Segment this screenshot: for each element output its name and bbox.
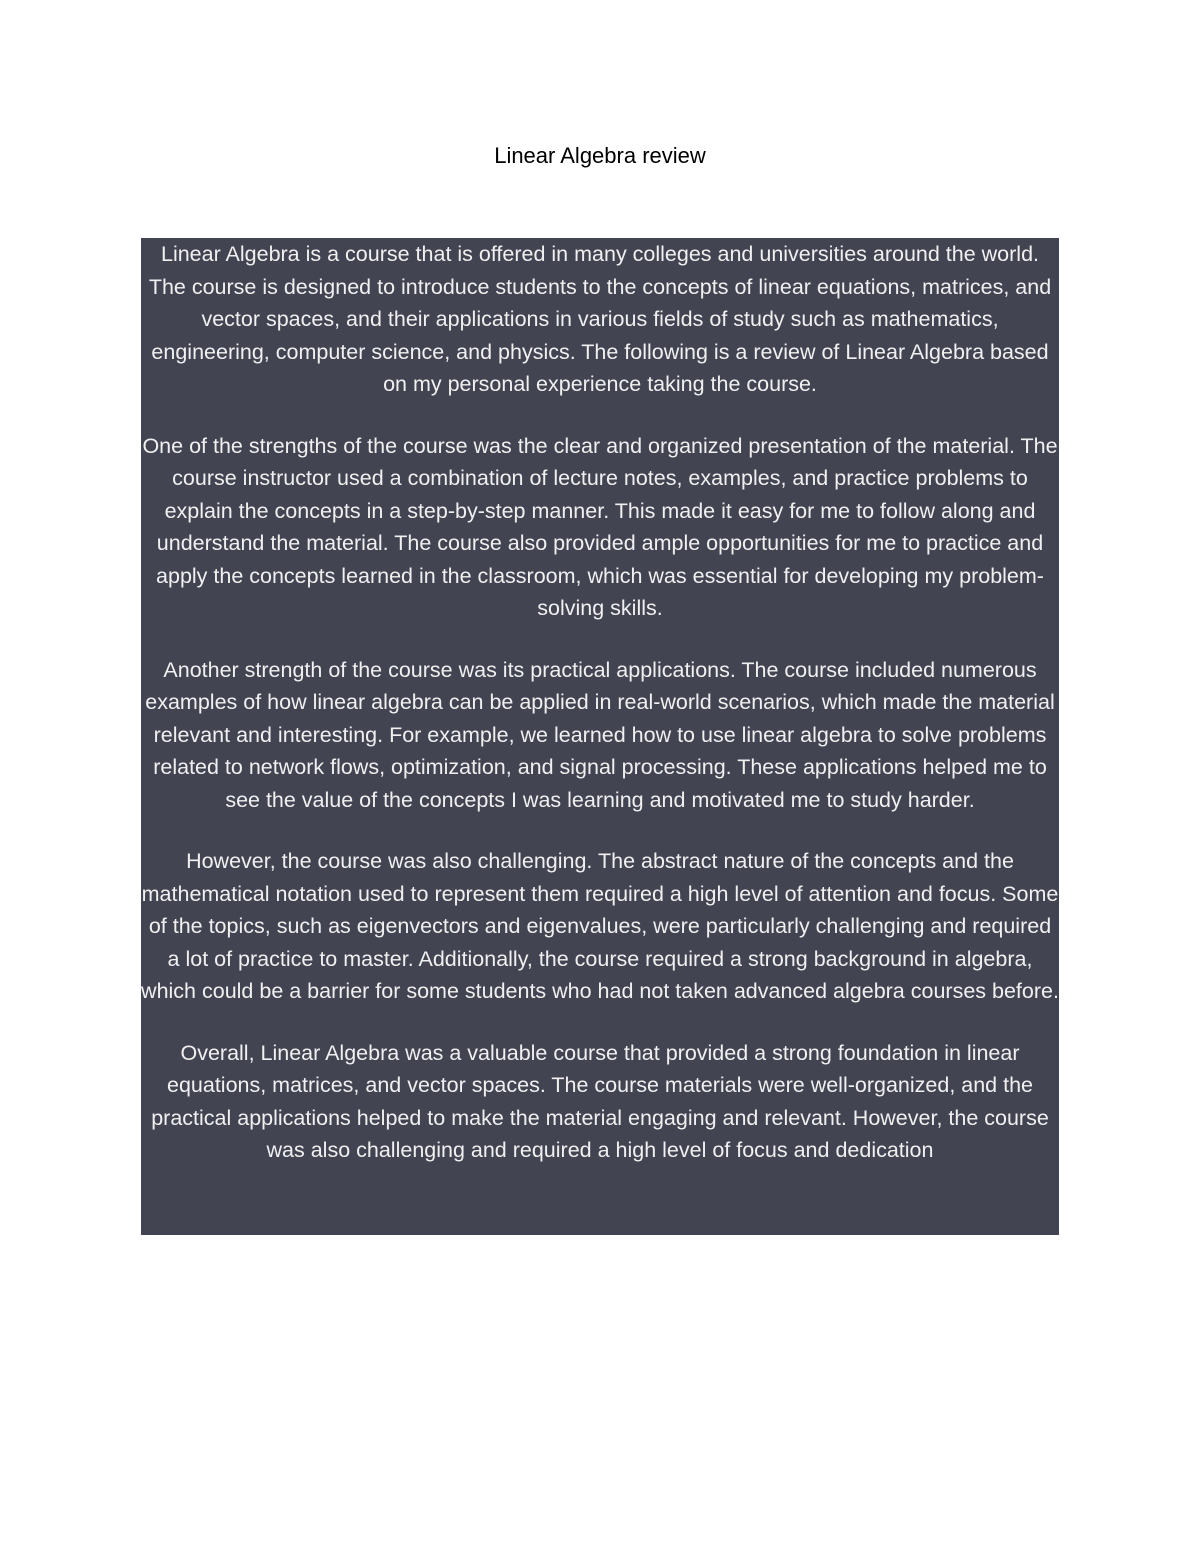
paragraph-strengths-presentation: One of the strengths of the course was the clear and organized presentation of the material. The course instructor used a combination of lecture notes, examples, and practice problems to explain the concepts in a step-by-step manner. This made it easy for me to follow along and understand the material. The course also provided ample opportunities for me to practice and apply the concepts learned in the classroom, which was essential for developing my problem-solving skills. — [142, 433, 1058, 620]
paragraph-introduction: Linear Algebra is a course that is offered in many colleges and universities around the world. The course is designed to introduce students to the concepts of linear equations, matrices, and vector spaces, and their applications in various fields of study such as mathematics, engineering, computer science, and physics. The following is a review of Linear Algebra based on my personal experience taking the course. — [148, 242, 1052, 396]
review-text-block — [141, 238, 1059, 1235]
paragraph-conclusion: Overall, Linear Algebra was a valuable course that provided a strong foundation in linear equations, matrices, and vector spaces. The course materials were well-organized, and the practical applications helped to make the material engaging and relevant. However, the course was also challenging and required a high level of focus and dedication — [151, 1040, 1049, 1162]
paragraph-challenges: However, the course was also challenging. The abstract nature of the concepts and the mathematical notation used to represent them required a high level of attention and focus. Some of the topics, such as eigenvectors and eigenvalues, were particularly challenging and required a lot of practice to master. Additionally, the course required a strong background in algebra, which could be a barrier for some students who had not taken advanced algebra courses before. — [141, 849, 1059, 1003]
paragraph-strengths-applications: Another strength of the course was its practical applications. The course included numerous examples of how linear algebra can be applied in real-world scenarios, which made the material relevant and interesting. For example, we learned how to use linear algebra to solve problems related to network flows, optimization, and signal processing. These applications helped me to see the value of the concepts I was learning and motivated me to study harder. — [145, 657, 1055, 812]
page-title: Linear Algebra review — [494, 143, 706, 168]
